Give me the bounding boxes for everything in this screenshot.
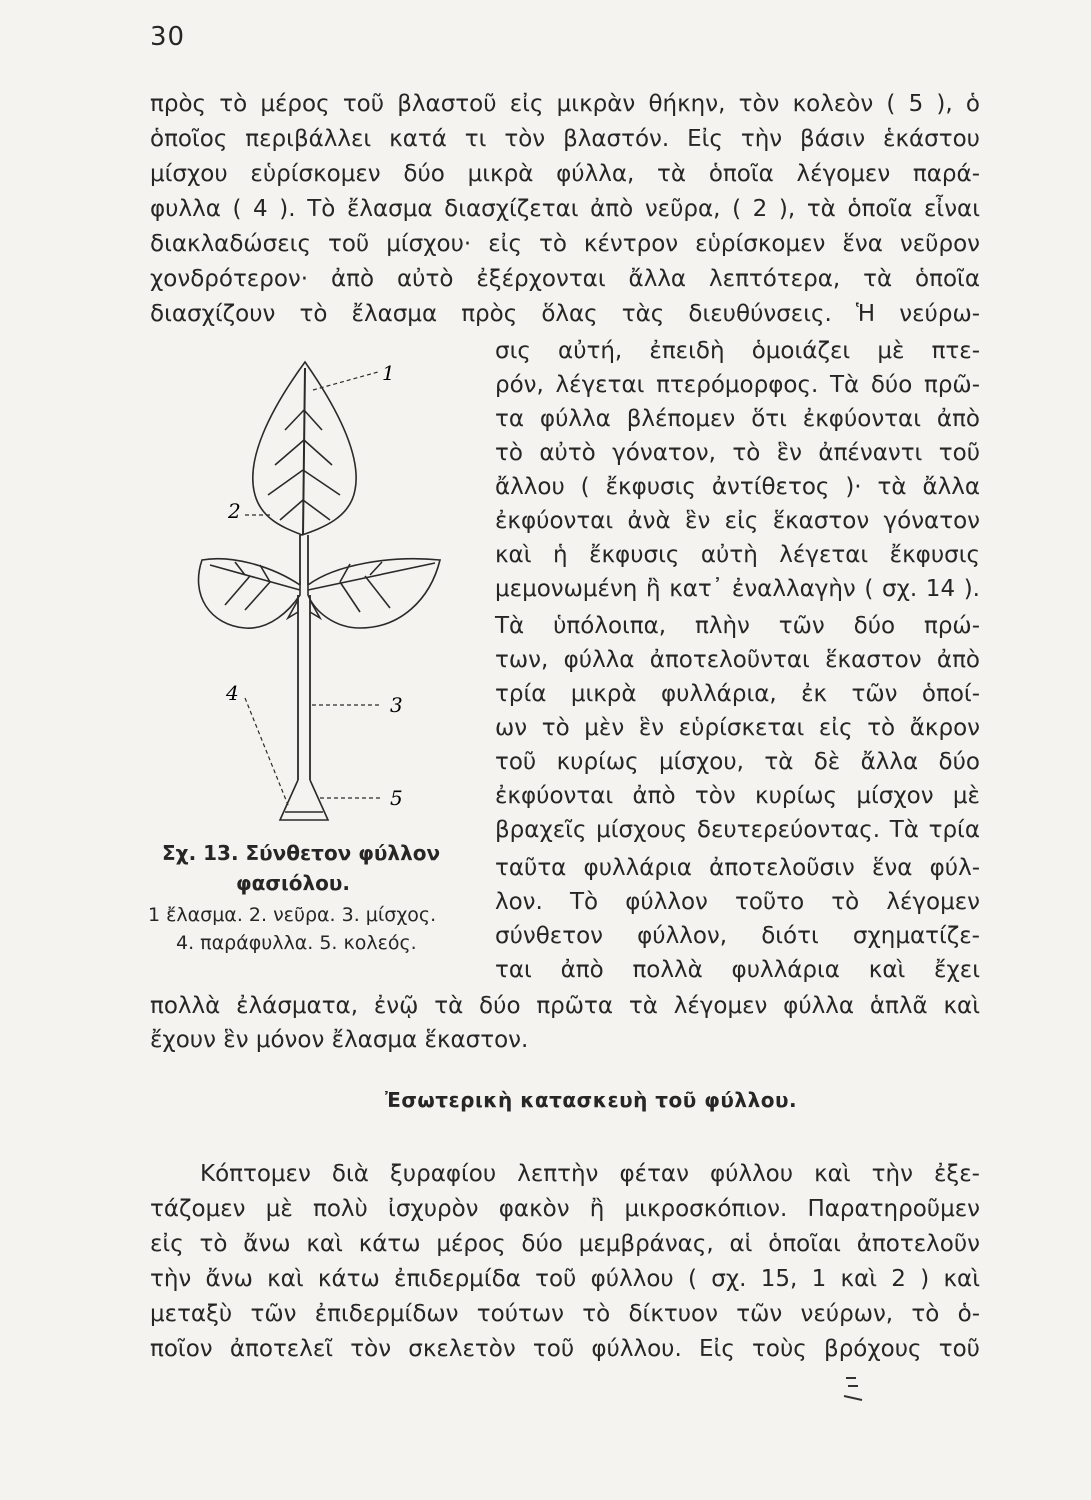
text-line: καὶ ἡ ἔκφυσις αὐτὴ λέγεται ἔκφυσις: [495, 542, 980, 568]
text-line: πρὸς τὸ μέρος τοῦ βλαστοῦ εἰς μικρὰν θήκην, τὸν κολεὸν ( 5 ), ὁ: [150, 91, 980, 117]
text-line: τὸ αὐτὸ γόνατον, τὸ ἓν ἀπέναντι τοῦ: [495, 440, 980, 466]
figure-label-4: 4: [226, 681, 239, 705]
stipule: [288, 600, 320, 618]
text-line: τρία μικρὰ φυλλάρια, ἐκ τῶν ὁποί-: [495, 681, 980, 707]
text-line: τα φύλλα βλέπομεν ὅτι ἐκφύονται ἀπὸ: [495, 406, 980, 432]
text-line: μεταξὺ τῶν ἐπιδερμίδων τούτων τὸ δίκτυον τῶν νεύρων, τὸ ὁ-: [150, 1301, 980, 1327]
scan-mark: [838, 1372, 868, 1408]
text-line: σύνθετον φύλλον, διότι σχηματίζε-: [495, 923, 980, 949]
compound-leaf-figure: [150, 350, 490, 845]
figure-label-3: 3: [390, 693, 403, 717]
left-leaflet: [199, 559, 300, 628]
page-number: 30: [150, 22, 186, 52]
petiole: [298, 595, 310, 780]
section-heading: Ἐσωτερικὴ κατασκευὴ τοῦ φύλλου.: [385, 1088, 798, 1112]
text-line: ων τὸ μὲν ἓν εὑρίσκεται εἰς τὸ ἄκρον: [495, 715, 980, 741]
text-line: ἄλλου ( ἔκφυσις ἀντίθετος )· τὰ ἄλλα: [495, 474, 980, 500]
text-line: Κόπτομεν διὰ ξυραφίου λεπτὴν φέταν φύλλου καὶ τὴν ἐξε-: [200, 1161, 980, 1187]
text-line: ἔχουν ἓν μόνον ἔλασμα ἕκαστον.: [150, 1027, 529, 1053]
text-line: τάζομεν μὲ πολὺ ἰσχυρὸν φακὸν ἢ μικροσκόπιον. Παρατηροῦμεν: [150, 1196, 980, 1222]
text-line: ἐκφύονται ἀπὸ τὸν κυρίως μίσχον μὲ: [495, 783, 980, 809]
figure-legend: 4. παράφυλλα. 5. κολεός.: [176, 932, 417, 954]
text-line: ποῖον ἀποτελεῖ τὸν σκελετὸν τοῦ φύλλου. Εἰς τοὺς βρόχους τοῦ: [150, 1336, 980, 1362]
text-line: Τὰ ὑπόλοιπα, πλὴν τῶν δύο πρώ-: [495, 613, 980, 639]
right-leaflet: [308, 559, 440, 628]
text-line: διακλαδώσεις τοῦ μίσχου· εἰς τὸ κέντρον εὑρίσκομεν ἕνα νεῦρον: [150, 231, 980, 257]
text-line: ὁποῖος περιβάλλει κατά τι τὸν βλαστόν. Εἰς τὴν βάσιν ἑκάστου: [150, 126, 980, 152]
text-line: χονδρότερον· ἀπὸ αὐτὸ ἐξέρχονται ἄλλα λεπτότερα, τὰ ὁποῖα: [150, 266, 980, 292]
text-line: ἐκφύονται ἀνὰ ἓν εἰς ἕκαστον γόνατον: [495, 508, 980, 534]
text-line: τοῦ κυρίως μίσχου, τὰ δὲ ἄλλα δύο: [495, 749, 980, 775]
figure-label-2: 2: [228, 499, 241, 523]
text-line: μεμονωμένη ἢ κατ᾽ ἐναλλαγὴν ( σχ. 14 ).: [495, 576, 980, 602]
text-line: φυλλα ( 4 ). Τὸ ἔλασμα διασχίζεται ἀπὸ νεῦρα, ( 2 ), τὰ ὁποῖα εἶναι: [150, 196, 980, 222]
sheath: [280, 780, 328, 820]
text-line: λον. Τὸ φύλλον τοῦτο τὸ λέγομεν: [495, 889, 980, 915]
text-line: τὴν ἄνω καὶ κάτω ἐπιδερμίδα τοῦ φύλλου ( σχ. 15, 1 καὶ 2 ) καὶ: [150, 1266, 980, 1292]
text-line: ταῦτα φυλλάρια ἀποτελοῦσιν ἕνα φύλ-: [495, 855, 980, 881]
text-line: πολλὰ ἐλάσματα, ἐνῷ τὰ δύο πρῶτα τὰ λέγομεν φύλλα ἁπλᾶ καὶ: [150, 993, 980, 1019]
figure-label-1: 1: [382, 361, 395, 385]
text-line: ρόν, λέγεται πτερόμορφος. Τὰ δύο πρῶ-: [495, 372, 980, 398]
figure-caption-title: Σχ. 13. Σύνθετον φύλλον: [162, 841, 441, 865]
figure-label-5: 5: [390, 786, 403, 810]
figure-caption-title-2: φασιόλου.: [236, 871, 350, 895]
text-line: των, φύλλα ἀποτελοῦνται ἕκαστον ἀπὸ: [495, 647, 980, 673]
text-line: βραχεῖς μίσχους δευτερεύοντας. Τὰ τρία: [495, 817, 980, 843]
text-line: ται ἀπὸ πολλὰ φυλλάρια καὶ ἔχει: [495, 957, 980, 983]
text-line: μίσχου εὑρίσκομεν δύο μικρὰ φύλλα, τὰ ὁποῖα λέγομεν παρά-: [150, 161, 980, 187]
text-line: σις αὐτή, ἐπειδὴ ὁμοιάζει μὲ πτε-: [495, 338, 980, 364]
text-line: διασχίζουν τὸ ἔλασμα πρὸς ὅλας τὰς διευθύνσεις. Ἡ νεύρω-: [150, 301, 980, 327]
text-line: εἰς τὸ ἄνω καὶ κάτω μέρος δύο μεμβράνας, αἱ ὁποῖαι ἀποτελοῦν: [150, 1231, 980, 1257]
figure-legend: 1 ἔλασμα. 2. νεῦρα. 3. μίσχος.: [148, 904, 437, 926]
